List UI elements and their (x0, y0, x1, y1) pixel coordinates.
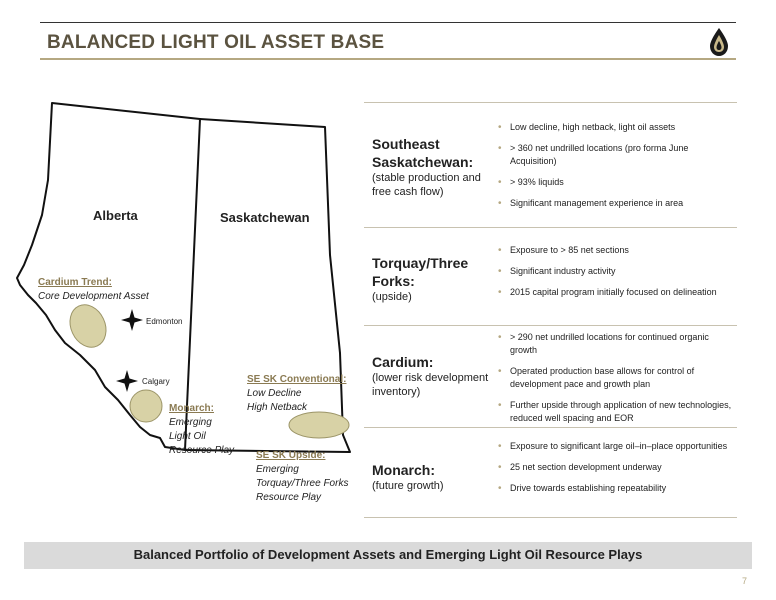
row-sub-southeast-saskatchewan: (stable production and free cash flow) (372, 172, 481, 198)
monarch-head: Monarch: (169, 403, 214, 414)
city-label-edmonton: Edmonton (146, 317, 183, 326)
list-item: • Drive towards establishing repeatability (496, 482, 733, 495)
list-item: • > 360 net undrilled locations (pro forma June Acquisition) (496, 142, 733, 168)
sesk-upside-label (256, 449, 348, 505)
province-label-saskatchewan: Saskatchewan (220, 210, 310, 225)
row-sub-torquay-three-forks: (upside) (372, 291, 412, 303)
sesk-conventional-line-1: Low Decline (247, 388, 302, 399)
page-number: 7 (742, 576, 748, 586)
bullets-torquay-three-forks (496, 244, 733, 307)
asset-table (364, 102, 737, 518)
sesk-upside-line-3: Resource Play (256, 492, 322, 503)
sesk-conventional-head: SE SK Conventional: (247, 374, 347, 385)
row-title-monarch: Monarch: (future growth) (372, 462, 444, 492)
list-item: • Significant management experience in area (496, 197, 733, 210)
calgary-star-icon (116, 370, 138, 392)
edmonton-star-icon (121, 309, 143, 331)
header-underline (40, 58, 736, 60)
bullets-southeast-saskatchewan (496, 121, 733, 218)
row-sub-monarch: (future growth) (372, 480, 444, 492)
footer-text: Balanced Portfolio of Development Assets and Emerging Light Oil Resource Plays (133, 547, 643, 562)
table-row-monarch (364, 427, 737, 518)
row-title-torquay-three-forks: Torquay/Three Forks: (upside) (372, 255, 469, 303)
footer-banner (24, 542, 752, 569)
city-label-calgary: Calgary (142, 377, 170, 386)
table-row-southeast-saskatchewan (364, 102, 737, 227)
list-item: • > 290 net undrilled locations for continued organic growth (496, 331, 733, 357)
bullets-cardium (496, 331, 733, 433)
sesk-conventional-line-2: High Netback (247, 402, 308, 413)
monarch-line-3: Resource Play (169, 445, 235, 456)
list-item: • Operated production base allows for control of development pace and growth plan (496, 365, 733, 391)
province-map (0, 95, 360, 515)
list-item: • 2015 capital program initially focused on delineation (496, 286, 733, 299)
sesk-upside-head: SE SK Upside: (256, 450, 326, 461)
cardium-trend-label (38, 276, 149, 304)
header-top-rule (40, 22, 736, 23)
list-item: • 25 net section development underway (496, 461, 733, 474)
table-row-cardium (364, 325, 737, 427)
sesk-conventional-label (247, 373, 346, 415)
cardium-trend-sub: Core Development Asset (38, 291, 149, 302)
monarch-label (169, 402, 234, 458)
monarch-line-1: Emerging (169, 417, 212, 428)
list-item: • Low decline, high netback, light oil assets (496, 121, 733, 134)
bullets-monarch (496, 440, 733, 503)
list-item: • Exposure to > 85 net sections (496, 244, 733, 257)
list-item: • > 93% liquids (496, 176, 733, 189)
row-title-cardium: Cardium: (lower risk development inventory) (372, 353, 492, 399)
oil-drop-logo-icon (707, 27, 731, 57)
list-item: • Exposure to significant large oil–in–place opportunities (496, 440, 733, 453)
province-label-alberta: Alberta (93, 208, 138, 223)
sesk-upside-line-2: Torquay/Three Forks (256, 478, 349, 489)
table-row-torquay-three-forks (364, 227, 737, 325)
monarch-line-2: Light Oil (169, 431, 206, 442)
cardium-trend-head: Cardium Trend: (38, 277, 112, 288)
sesk-upside-line-1: Emerging (256, 464, 299, 475)
cardium-area-ellipse (63, 299, 112, 353)
row-title-southeast-saskatchewan: Southeast Saskatchewan: (stable production and free cash flow) (372, 136, 481, 198)
row-sub-cardium: (lower risk development inventory) (372, 372, 489, 398)
list-item: • Significant industry activity (496, 265, 733, 278)
sesk-area-ellipse (289, 412, 349, 438)
monarch-area-ellipse (130, 390, 162, 422)
list-item: • Further upside through application of new technologies, reduced well spacing and EOR (496, 399, 733, 425)
page-title: BALANCED LIGHT OIL ASSET BASE (47, 32, 385, 53)
